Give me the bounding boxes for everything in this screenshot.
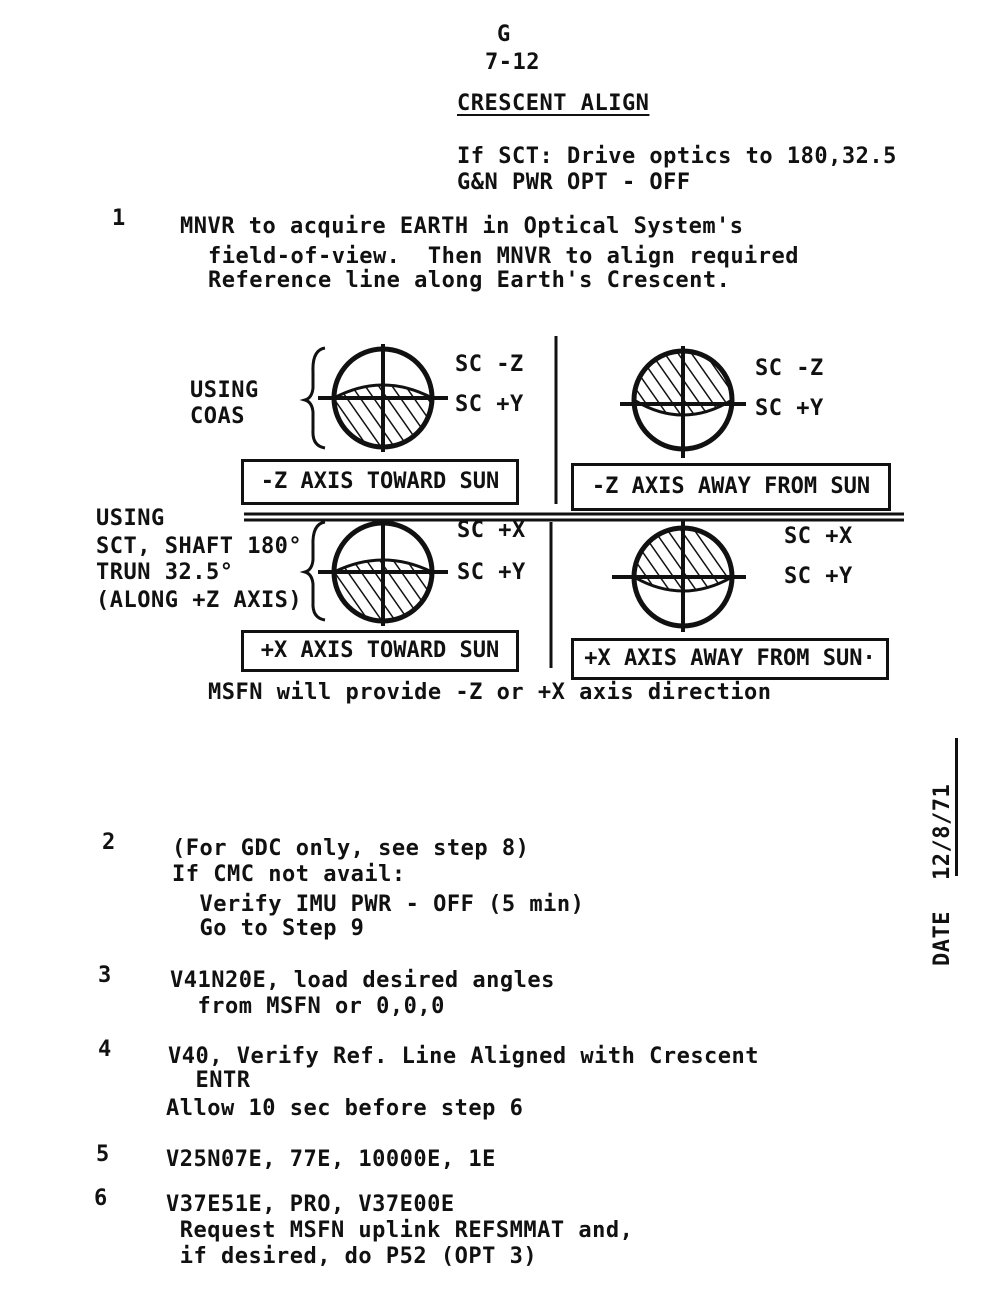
reticle-sct-toward-sun: [318, 520, 448, 626]
step-number: 2: [102, 830, 116, 855]
step-line: V41N20E, load desired angles: [170, 968, 555, 993]
axis-label: SC +X: [784, 524, 853, 549]
using-sct-label: SCT, SHAFT 180°: [96, 534, 303, 559]
reticle-sct-away-from-sun: [612, 520, 746, 632]
step-line: from MSFN or 0,0,0: [170, 994, 445, 1019]
step-line: Request MSFN uplink REFSMMAT and,: [166, 1218, 634, 1243]
page-number: 7-12: [485, 50, 540, 75]
axis-label: SC -Z: [455, 352, 524, 377]
step-number: 6: [94, 1186, 108, 1211]
caption-x-toward-sun: +X AXIS TOWARD SUN: [241, 630, 519, 672]
page-title: CRESCENT ALIGN: [457, 91, 650, 116]
using-coas-label: USING: [190, 378, 259, 403]
axis-label: SC -Z: [755, 356, 824, 381]
step-number: 1: [112, 206, 126, 231]
caption-z-away-from-sun: -Z AXIS AWAY FROM SUN: [571, 463, 891, 511]
step-line: Allow 10 sec before step 6: [166, 1096, 524, 1121]
date-value: 12/8/71: [930, 783, 955, 880]
pre-line-gn-pwr: G&N PWR OPT - OFF: [457, 170, 691, 195]
reticle-coas-away-from-sun: [620, 346, 746, 458]
caption-z-toward-sun: -Z AXIS TOWARD SUN: [241, 459, 519, 505]
axis-label: SC +Y: [455, 392, 524, 417]
using-coas-label: COAS: [190, 404, 245, 429]
caption-x-away-from-sun: +X AXIS AWAY FROM SUN·: [571, 638, 889, 680]
pre-line-sct: If SCT: Drive optics to 180,32.5: [457, 144, 897, 169]
using-sct-label: USING: [96, 506, 165, 531]
step-line: field-of-view. Then MNVR to align required: [208, 244, 800, 269]
axis-label: SC +Y: [457, 560, 526, 585]
step-number: 4: [98, 1037, 112, 1062]
step-line: (For GDC only, see step 8): [172, 836, 530, 861]
step-number: 3: [98, 963, 112, 988]
step-line: If CMC not avail:: [172, 862, 406, 887]
step-number: 5: [96, 1142, 110, 1167]
axis-label: SC +X: [457, 518, 526, 543]
axis-label: SC +Y: [755, 396, 824, 421]
reticle-coas-toward-sun: [318, 344, 448, 452]
msfn-note: MSFN will provide -Z or +X axis direction: [208, 680, 772, 705]
axis-label: SC +Y: [784, 564, 853, 589]
step-line: Verify IMU PWR - OFF (5 min): [172, 892, 585, 917]
step-line: V25N07E, 77E, 10000E, 1E: [166, 1147, 496, 1172]
step-line: Go to Step 9: [172, 916, 365, 941]
step-line: MNVR to acquire EARTH in Optical System's: [180, 214, 744, 239]
using-sct-label: TRUN 32.5°: [96, 560, 234, 585]
section-letter: G: [497, 22, 511, 47]
step-line: V40, Verify Ref. Line Aligned with Crescent: [168, 1044, 760, 1069]
step-line: ENTR: [168, 1068, 251, 1093]
step-line: V37E51E, PRO, V37E00E: [166, 1192, 455, 1217]
date-label: DATE: [930, 911, 955, 966]
step-line: if desired, do P52 (OPT 3): [166, 1244, 538, 1269]
using-sct-label: (ALONG +Z AXIS): [96, 588, 303, 613]
step-line: Reference line along Earth's Crescent.: [208, 268, 731, 293]
